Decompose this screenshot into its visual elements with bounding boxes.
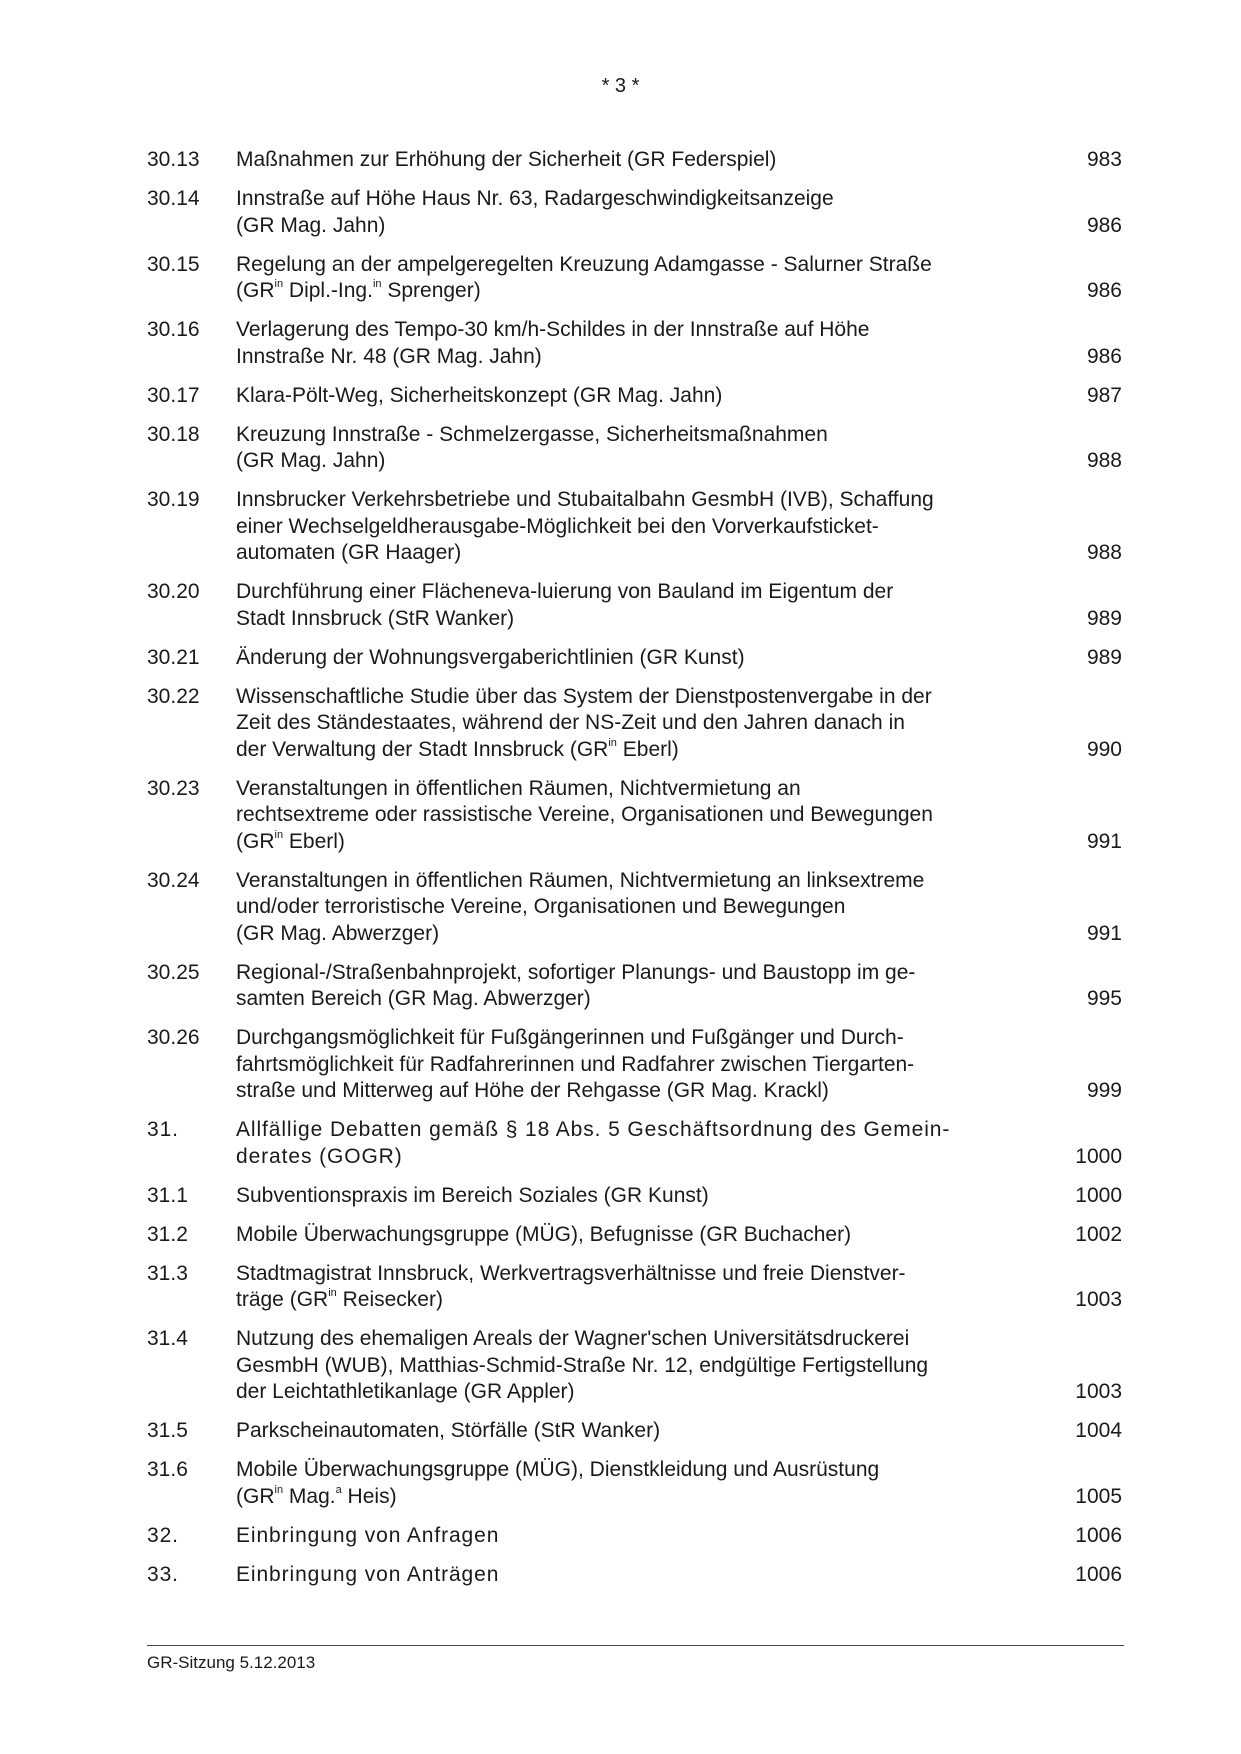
entry-title-line: fahrtsmöglichkeit für Radfahrerinnen und Radfahrer zwischen Tiergarten- (236, 1052, 915, 1076)
entry-title-line: Einbringung von Anfragen (236, 1523, 500, 1547)
entry-page-number: 1000 (1075, 1183, 1122, 1207)
entry-title-line: Veranstaltungen in öffentlichen Räumen, Nichtvermietung an (236, 776, 801, 800)
entry-title (236, 422, 1052, 475)
entry-number: 30.25 (147, 960, 200, 984)
entry-title-line: GesmbH (WUB), Matthias-Schmid-Straße Nr. 12, endgültige Fertigstellung (236, 1353, 929, 1377)
entry-page-number: 1002 (1075, 1222, 1122, 1246)
entry-title (236, 1261, 1052, 1314)
entry-title (236, 1418, 1052, 1445)
entry-number: 30.15 (147, 252, 200, 276)
entry-page-number: 995 (1086, 987, 1122, 1010)
entry-page-number: 988 (1086, 449, 1122, 472)
entry-number: 30.14 (147, 187, 200, 210)
entry-title (236, 1562, 1052, 1589)
entry-number: 33. (147, 1562, 179, 1586)
entry-number: 32. (147, 1523, 179, 1547)
toc-entry (147, 776, 1122, 856)
entry-number: 30.17 (147, 383, 200, 407)
entry-title-line: Regelung an der ampelgeregelten Kreuzung Adamgasse - Salurner Straße (236, 252, 932, 276)
entry-number: 30.23 (147, 776, 200, 800)
entry-title-line: ($GR^{in}$ Mag.$^a$ Heis) (236, 1483, 397, 1508)
entry-page-number: 1003 (1075, 1380, 1122, 1403)
entry-number: 31.2 (147, 1222, 188, 1246)
toc-entry (147, 147, 1122, 174)
entry-title-line: Wissenschaftliche Studie über das System der Dienstpostenvergabe in der (236, 684, 932, 708)
entry-page-number: 989 (1086, 606, 1122, 630)
toc-section-entry (147, 1562, 1122, 1589)
entry-title-line: Parkscheinautomaten, Störfälle (StR Wanker) (236, 1419, 661, 1442)
entry-title-line: ($GR^{in}$ Eberl) (236, 828, 345, 853)
entry-title-line: Mobile Überwachungsgruppe (MÜG), Befugnisse (GR Buchacher) (236, 1222, 852, 1246)
entry-title-line: der Verwaltung der Stadt Innsbruck ($GR^{in}$ Eberl) (236, 736, 679, 761)
entry-title-line: Einbringung von Anträgen (236, 1562, 500, 1586)
toc-entry (147, 317, 1122, 370)
entry-title (236, 1457, 1052, 1510)
entry-title-line: einer Wechselgeldherausgabe-Möglichkeit bei den Vorverkaufsticket- (236, 514, 879, 538)
toc-entry (147, 960, 1122, 1013)
entry-number: 31.1 (147, 1183, 188, 1207)
entry-title-line: samten Bereich (GR Mag. Abwerzger) (236, 987, 591, 1010)
entry-title (236, 684, 1052, 764)
entry-title-line: ($GR^{in}$ Dipl.-Ing.$^{in}$ Sprenger) (236, 278, 481, 302)
entry-title-line: (GR Mag. Abwerzger) (236, 921, 440, 945)
table-of-contents (147, 147, 1122, 1601)
entry-number: 30.24 (147, 868, 200, 892)
toc-section-entry (147, 1523, 1122, 1550)
entry-title (236, 960, 1052, 1013)
entry-page-number: 989 (1086, 645, 1122, 669)
entry-title-line: träge ($GR^{in}$ Reisecker) (236, 1287, 443, 1311)
entry-title-line: Verlagerung des Tempo-30 km/h-Schildes in der Innstraße auf Höhe (236, 318, 870, 341)
entry-number: 31.6 (147, 1458, 188, 1481)
toc-entry (147, 645, 1122, 672)
entry-title-line: Stadt Innsbruck (StR Wanker) (236, 606, 515, 630)
toc-entry (147, 186, 1122, 239)
entry-number: 30.26 (147, 1026, 200, 1049)
entry-title-line: Mobile Überwachungsgruppe (MÜG), Dienstkleidung und Ausrüstung (236, 1458, 880, 1481)
entry-title (236, 1326, 1052, 1406)
toc-entry (147, 868, 1122, 948)
entry-title-line: straße und Mitterweg auf Höhe der Rehgasse (GR Mag. Krackl) (236, 1079, 829, 1102)
entry-title (236, 383, 1052, 410)
footer-session-label: GR-Sitzung 5.12.2013 (147, 1653, 316, 1672)
entry-number: 31. (147, 1118, 179, 1141)
entry-title-line: Klara-Pölt-Weg, Sicherheitskonzept (GR Mag. Jahn) (236, 383, 723, 407)
entry-title (236, 487, 1052, 567)
entry-title (236, 1222, 1052, 1249)
entry-page-number: 987 (1086, 383, 1122, 407)
entry-number: 30.19 (147, 488, 200, 511)
entry-title-line: und/oder terroristische Vereine, Organisationen und Bewegungen (236, 895, 846, 918)
entry-title-line: Zeit des Ständestaates, während der NS-Zeit und den Jahren danach in (236, 711, 905, 734)
entry-number: 30.22 (147, 684, 200, 708)
entry-number: 31.3 (147, 1261, 188, 1285)
toc-entry (147, 1025, 1122, 1105)
entry-title-line: rechtsextreme oder rassistische Vereine, Organisationen und Bewegungen (236, 803, 933, 826)
entry-title (236, 1523, 1052, 1550)
entry-number: 30.20 (147, 580, 200, 603)
entry-page-number: 990 (1086, 737, 1122, 761)
toc-entry (147, 422, 1122, 475)
toc-entry (147, 579, 1122, 632)
toc-entry (147, 1457, 1122, 1510)
entry-title (236, 1183, 1052, 1210)
entry-page-number: 1006 (1075, 1523, 1122, 1547)
entry-title-line: Subventionspraxis im Bereich Soziales (GR Kunst) (236, 1183, 709, 1207)
entry-title (236, 579, 1052, 632)
entry-page-number: 986 (1086, 279, 1122, 302)
toc-entry (147, 1418, 1122, 1445)
entry-title-line: Regional-/Straßenbahnprojekt, sofortiger Planungs- und Baustopp im ge- (236, 960, 916, 984)
entry-title-line: Innstraße Nr. 48 (GR Mag. Jahn) (236, 344, 542, 368)
entry-title-line: derates (GOGR) (236, 1144, 403, 1168)
entry-title-line: (GR Mag. Jahn) (236, 449, 386, 472)
footer-divider (147, 1645, 1124, 1646)
entry-title-line: Stadtmagistrat Innsbruck, Werkvertragsverhältnisse und freie Dienstver- (236, 1261, 906, 1285)
entry-page-number: 999 (1086, 1079, 1122, 1102)
entry-number: 30.21 (147, 645, 200, 669)
entry-page-number: 1003 (1075, 1288, 1122, 1311)
entry-title-line: der Leichtathletikanlage (GR Appler) (236, 1380, 575, 1403)
toc-entry (147, 1183, 1122, 1210)
entry-title-line: Durchführung einer Flächeneva-luierung von Bauland im Eigentum der (236, 580, 894, 603)
toc-entry (147, 252, 1122, 305)
entry-page-number: 1004 (1075, 1419, 1122, 1442)
toc-entry (147, 383, 1122, 410)
entry-title (236, 645, 1052, 672)
entry-page-number: 988 (1086, 541, 1122, 564)
entry-title-line: (GR Mag. Jahn) (236, 213, 386, 237)
toc-entry (147, 1326, 1122, 1406)
entry-title (236, 186, 1052, 239)
entry-page-number: 983 (1086, 148, 1122, 171)
entry-title-line: Durchgangsmöglichkeit für Fußgängerinnen und Fußgänger und Durch- (236, 1026, 904, 1049)
toc-section-entry (147, 1117, 1122, 1170)
entry-number: 30.18 (147, 422, 200, 446)
entry-page-number: 1005 (1075, 1484, 1122, 1508)
entry-title-line: Innsbrucker Verkehrsbetriebe und Stubaitalbahn GesmbH (IVB), Schaffung (236, 488, 934, 511)
entry-page-number: 1006 (1075, 1562, 1122, 1586)
entry-title-line: Maßnahmen zur Erhöhung der Sicherheit (GR Federspiel) (236, 148, 777, 171)
entry-number: 30.13 (147, 148, 200, 171)
entry-number: 30.16 (147, 318, 200, 341)
entry-title-line: Allfällige Debatten gemäß § 18 Abs. 5 Geschäftsordnung des Gemein- (236, 1118, 951, 1141)
toc-entry (147, 1261, 1122, 1314)
toc-entry (147, 684, 1122, 764)
entry-title (236, 776, 1052, 856)
entry-page-number: 991 (1086, 829, 1122, 853)
entry-title-line: Innstraße auf Höhe Haus Nr. 63, Radargeschwindigkeitsanzeige (236, 187, 834, 210)
entry-number: 31.5 (147, 1419, 188, 1442)
entry-title (236, 868, 1052, 948)
entry-page-number: 986 (1086, 213, 1122, 237)
toc-entry (147, 1222, 1122, 1249)
entry-title-line: Änderung der Wohnungsvergaberichtlinien (GR Kunst) (236, 645, 745, 669)
entry-title (236, 1025, 1052, 1105)
entry-title-line: Kreuzung Innstraße - Schmelzergasse, Sicherheitsmaßnahmen (236, 422, 828, 446)
entry-title (236, 317, 1052, 370)
entry-page-number: 1000 (1075, 1144, 1122, 1168)
entry-title (236, 252, 1052, 305)
entry-title-line: Nutzung des ehemaligen Areals der Wagner'schen Universitätsdruckerei (236, 1327, 910, 1350)
entry-page-number: 986 (1086, 344, 1122, 368)
entry-title (236, 1117, 1052, 1170)
entry-number: 31.4 (147, 1327, 188, 1350)
toc-entry (147, 487, 1122, 567)
entry-title-line: Veranstaltungen in öffentlichen Räumen, Nichtvermietung an linksextreme (236, 868, 925, 892)
entry-page-number: 991 (1086, 921, 1122, 945)
entry-title (236, 147, 1052, 174)
page-marker: * 3 * (601, 75, 640, 97)
entry-title-line: automaten (GR Haager) (236, 541, 462, 564)
